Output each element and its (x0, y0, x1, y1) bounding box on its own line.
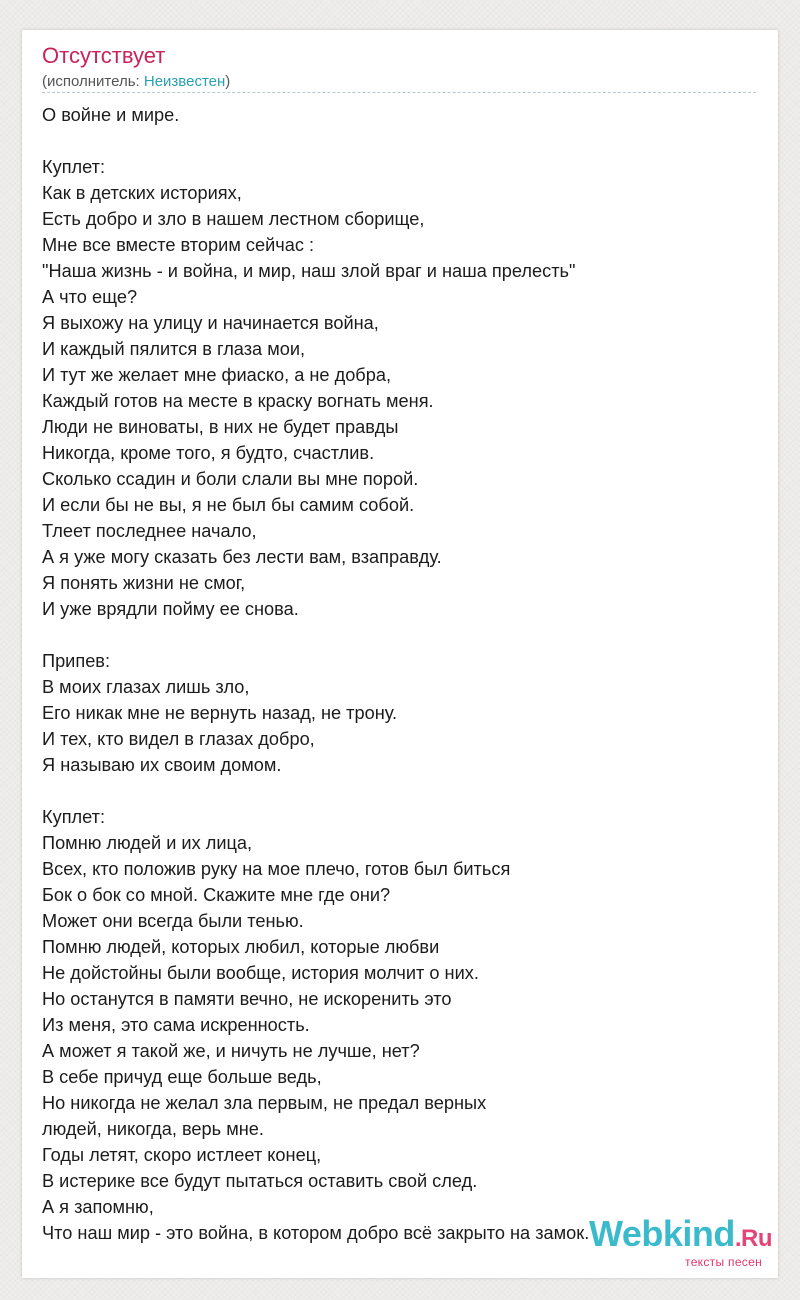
lyric-line: Я выхожу на улицу и начинается война, (42, 313, 379, 333)
lyric-line: Не дойстойны были вообще, история молчит о них. (42, 963, 479, 983)
lyrics-card (22, 30, 778, 1278)
lyric-line: Мне все вместе вторим сейчас : (42, 235, 315, 255)
lyric-line: И уже врядли пойму ее снова. (42, 599, 299, 619)
lyric-line: А может я такой же, и ничуть не лучше, нет? (42, 1041, 420, 1061)
lyric-line: Есть добро и зло в нашем лестном сборище, (42, 209, 425, 229)
lyric-line: Что наш мир - это война, в котором добро всё закрыто на замок. (42, 1223, 590, 1243)
lyric-line: И если бы не вы, я не был бы самим собой. (42, 495, 415, 515)
artist-link[interactable]: Неизвестен (143, 73, 226, 90)
lyric-blank-line (42, 622, 758, 648)
lyric-line: А я уже могу сказать без лести вам, взаправду. (42, 547, 442, 567)
lyric-line: О войне и мире. (42, 105, 180, 125)
lyric-line: Бок о бок со мной. Скажите мне где они? (42, 885, 391, 905)
logo-tld: .Ru (734, 1225, 772, 1252)
lyric-blank-line (42, 778, 758, 804)
lyric-line: Но останутся в памяти вечно, не искоренить это (42, 989, 452, 1009)
lyric-line: Сколько ссадин и боли слали вы мне порой. (42, 469, 419, 489)
lyric-line: Я понять жизни не смог, (42, 573, 246, 593)
lyric-line: И тут же желает мне фиаско, а не добра, (42, 365, 392, 385)
artist-line (42, 72, 230, 92)
lyric-line: Но никогда не желал зла первым, не предал верных (42, 1093, 487, 1113)
lyric-line: Из меня, это сама искренность. (42, 1015, 310, 1035)
lyric-line: В моих глазах лишь зло, (42, 677, 250, 697)
lyric-line: "Наша жизнь - и война, и мир, наш злой враг и наша прелесть" (42, 261, 576, 281)
logo-wordmark (588, 1213, 772, 1256)
lyric-line: Его никак мне не вернуть назад, не трону. (42, 703, 398, 723)
lyric-line: Всех, кто положив руку на мое плечо, готов был биться (42, 859, 511, 879)
lyric-line: В истерике все будут пытаться оставить свой след. (42, 1171, 478, 1191)
site-logo[interactable] (588, 1213, 772, 1269)
lyric-line: Тлеет последнее начало, (42, 521, 257, 541)
artist-suffix: ) (225, 73, 231, 90)
lyric-line: Помню людей и их лица, (42, 833, 253, 853)
lyric-blank-line (42, 128, 758, 154)
title-divider (42, 92, 756, 93)
song-title: Отсутствует (42, 43, 166, 68)
lyric-line: Помню людей, которых любил, которые любви (42, 937, 440, 957)
lyric-line: И каждый пялится в глаза мои, (42, 339, 306, 359)
lyric-line: Люди не виноваты, в них не будет правды (42, 417, 399, 437)
lyric-line: И тех, кто видел в глазах добро, (42, 729, 315, 749)
logo-subtitle: тексты песен (685, 1255, 762, 1269)
lyric-line: Может они всегда были тенью. (42, 911, 304, 931)
lyric-line: Никогда, кроме того, я будто, счастлив. (42, 443, 375, 463)
lyric-line: Припев: (42, 651, 111, 671)
lyrics-body (42, 102, 758, 1246)
lyric-line: В себе причуд еще больше ведь, (42, 1067, 322, 1087)
lyric-line: Куплет: (42, 157, 106, 177)
lyric-line: Куплет: (42, 807, 106, 827)
lyric-line: Как в детских историях, (42, 183, 242, 203)
lyric-line: Годы летят, скоро истлеет конец, (42, 1145, 322, 1165)
artist-prefix: (исполнитель: (42, 73, 144, 90)
lyric-line: А я запомню, (42, 1197, 154, 1217)
lyric-line: А что еще? (42, 287, 138, 307)
logo-main-text: Webkind (588, 1213, 735, 1254)
lyric-line: людей, никогда, верь мне. (42, 1119, 264, 1139)
lyric-line: Каждый готов на месте в краску вогнать меня. (42, 391, 434, 411)
lyric-line: Я называю их своим домом. (42, 755, 282, 775)
